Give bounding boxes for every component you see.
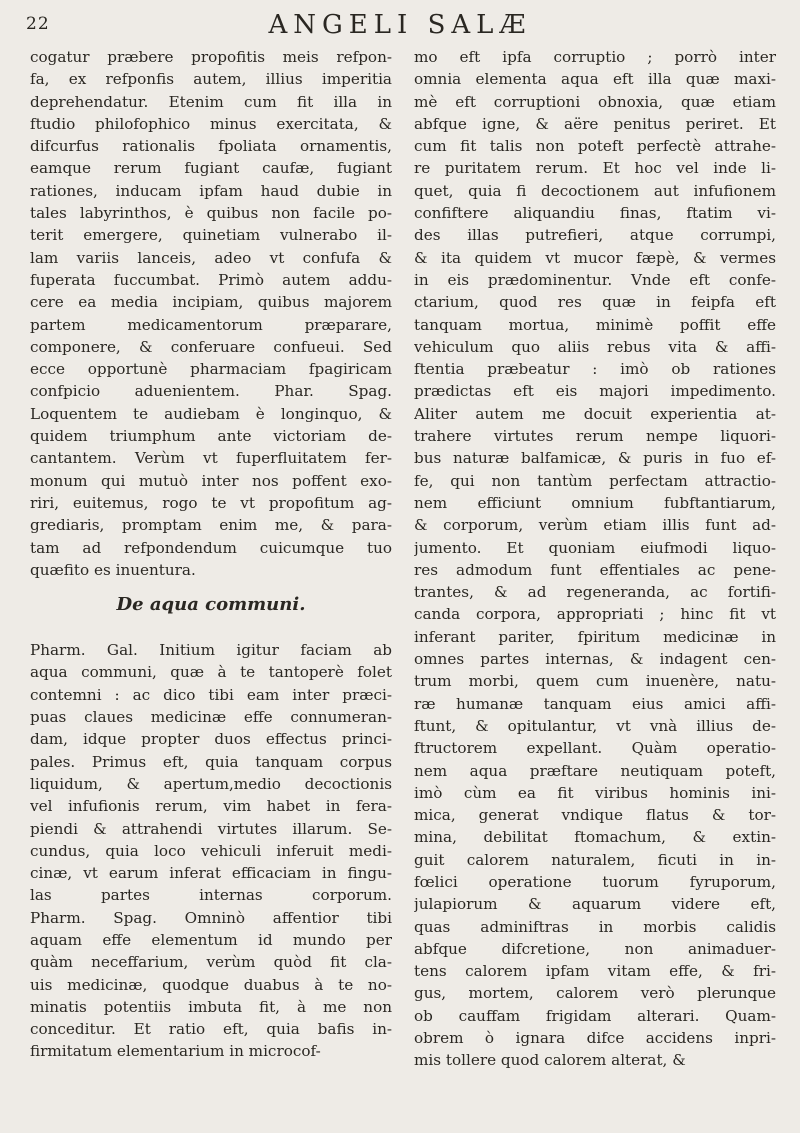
- text-line: lam variis lanceis, adeo vt confufa &: [30, 248, 392, 267]
- text-line: des illas putrefieri, atque corrumpi,: [414, 226, 776, 245]
- text-line: vehiculum quo aliis rebus vita & affi-: [414, 337, 776, 356]
- text-line: omnia elementa aqua eft illa quæ maxi-: [414, 70, 776, 89]
- text-line: cinæ, vt earum inferat efficaciam in fingu-: [30, 864, 392, 883]
- text-line: mè eft corruptioni obnoxia, quæ etiam: [414, 92, 776, 111]
- text-line: terit emergere, quinetiam vulnerabo il-: [30, 226, 392, 245]
- text-line: tam ad refpondendum cuicumque tuo: [30, 538, 392, 557]
- text-line: conceditur. Et ratio eft, quia bafis in-: [30, 1020, 392, 1039]
- text-line: cum fit talis non poteft perfectè attrahe-: [414, 137, 776, 156]
- text-line: inferant pariter, fpiritum medicinæ in: [414, 627, 776, 646]
- text-line: tens calorem ipfam vitam effe, & fri-: [414, 962, 776, 981]
- text-line: trum morbi, quem cum inuenère, natu-: [414, 672, 776, 691]
- text-line: nem aqua præftare neutiquam poteft,: [414, 761, 776, 780]
- text-line: liquidum, & apertum,medio decoctionis: [30, 774, 392, 793]
- text-line: obrem ò ignara difce accidens inpri-: [414, 1029, 776, 1048]
- text-line: fa, ex refponfis autem, illius imperitia: [30, 70, 392, 89]
- text-line: componere, & conferuare confueui. Sed: [30, 337, 392, 356]
- text-line: trantes, & ad regeneranda, ac fortifi-: [414, 583, 776, 602]
- text-line: Loquentem te audiebam è longinquo, &: [30, 404, 392, 423]
- text-line: abfque igne, & aëre penitus periret. Et: [414, 114, 776, 133]
- text-line: dam, idque propter duos effectus princi-: [30, 730, 392, 749]
- text-line: confpicio aduenientem. Phar. Spag.: [30, 382, 392, 401]
- text-line: gus, mortem, calorem verò plerunque: [414, 984, 776, 1003]
- page-number: 22: [26, 14, 50, 34]
- left-column: [30, 46, 392, 1063]
- text-line: & corporum, verùm etiam illis funt ad-: [414, 516, 776, 535]
- text-line: mica, generat vndique flatus & tor-: [414, 806, 776, 825]
- text-line: cogatur præbere propofitis meis refpon-: [30, 48, 392, 66]
- text-line: partem medicamentorum præparare,: [30, 315, 392, 334]
- text-line: aquam effe elementum id mundo per: [30, 930, 392, 949]
- left-paragraph-1: [30, 46, 392, 581]
- text-line: firmitatum elementarium in microcof-: [30, 1042, 321, 1061]
- text-line: ecce opportunè pharmaciam fpagiricam: [30, 360, 392, 379]
- text-line: trahere virtutes rerum nempe liquori-: [414, 427, 776, 446]
- text-line: res admodum funt effentiales ac pene-: [414, 560, 776, 579]
- text-line: bus naturæ balfamicæ, & puris in fuo ef-: [414, 449, 776, 468]
- section-heading: De aqua communi.: [116, 594, 306, 616]
- text-line: riri, euitemus, rogo te vt propofitum ag-: [30, 493, 392, 512]
- text-line: ræ humanæ tanquam eius amici affi-: [414, 694, 776, 713]
- text-line: omnes partes internas, & indagent cen-: [414, 650, 776, 669]
- text-line: mina, debilitat ftomachum, & extin-: [414, 828, 776, 847]
- text-line: fœlici operatione tuorum fyruporum,: [414, 872, 776, 891]
- text-line: & ita quidem vt mucor fæpè, & vermes: [414, 248, 776, 267]
- text-line: re puritatem rerum. Et hoc vel inde li-: [414, 159, 776, 178]
- text-line: abfque difcretione, non animaduer-: [414, 939, 776, 958]
- text-line: ob cauffam frigidam alterari. Quam-: [414, 1006, 776, 1025]
- text-line: fe, qui non tantùm perfectam attractio-: [414, 471, 776, 490]
- page-header: [24, 10, 776, 42]
- text-line: contemni : ac dico tibi eam inter præci-: [30, 685, 392, 704]
- text-line: minatis potentiis imbuta fit, à me non: [30, 997, 392, 1016]
- text-line: puas claues medicinæ effe connumeran-: [30, 708, 392, 727]
- text-line: las partes internas corporum.: [30, 886, 392, 905]
- text-line: vel infufionis rerum, vim habet in fera-: [30, 797, 392, 816]
- text-line: ftentia præbeatur : imò ob rationes: [414, 360, 776, 379]
- text-line: cere ea media incipiam, quibus majorem: [30, 293, 392, 312]
- text-line: prædictas eft eis majori impedimento.: [414, 382, 776, 401]
- text-line: Pharm. Spag. Omninò affentior tibi: [30, 908, 392, 927]
- text-line: quas adminiftras in morbis calidis: [414, 917, 776, 936]
- text-line: jumento. Et quoniam eiufmodi liquo-: [414, 538, 776, 557]
- text-line: nem efficiunt omnium fubftantiarum,: [414, 493, 776, 512]
- text-line: ctarium, quod res quæ in feipfa eft: [414, 293, 776, 312]
- text-line: mo eft ipfa corruptio ; porrò inter: [414, 48, 776, 66]
- text-line: imò cùm ea fit viribus hominis ini-: [414, 783, 776, 802]
- text-line: deprehendatur. Etenim cum fit illa in: [30, 92, 392, 111]
- text-line: Aliter autem me docuit experientia at-: [414, 404, 776, 423]
- text-line: quidem triumphum ante victoriam de-: [30, 427, 392, 446]
- text-line: aqua communi, quæ à te tantoperè folet: [30, 663, 392, 682]
- text-line: piendi & attrahendi virtutes illarum. Se-: [30, 819, 392, 838]
- text-line: quæfito es inuentura.: [30, 560, 196, 579]
- text-line: canda corpora, appropriati ; hinc fit vt: [414, 605, 776, 624]
- text-line: in eis prædominentur. Vnde eft confe-: [414, 270, 776, 289]
- text-line: cundus, quia loco vehiculi inferuit medi-: [30, 841, 392, 860]
- text-line: pales. Primus eft, quia tanquam corpus: [30, 752, 392, 771]
- text-line: eamque rerum fugiant caufæ, fugiant: [30, 159, 392, 178]
- text-line: julapiorum & aquarum videre eft,: [414, 895, 776, 914]
- text-line: guit calorem naturalem, ficuti in in-: [414, 850, 776, 869]
- text-line: rationes, inducam ipfam haud dubie in: [30, 181, 392, 200]
- running-title: ANGELI SALÆ: [268, 10, 532, 40]
- text-line: tanquam mortua, minimè poffit effe: [414, 315, 776, 334]
- text-line: uis medicinæ, quodque duabus à te no-: [30, 975, 392, 994]
- text-line: fuperata fuccumbat. Primò autem addu-: [30, 270, 392, 289]
- text-line: difcurfus rationalis fpoliata ornamentis,: [30, 137, 392, 156]
- text-line: mis tollere quod calorem alterat, &: [414, 1051, 686, 1070]
- text-line: ftructorem expellant. Quàm operatio-: [414, 739, 776, 758]
- text-line: tales labyrinthos, è quibus non facile po-: [30, 204, 392, 223]
- text-line: ftudio philofophico minus exercitata, &: [30, 114, 392, 133]
- right-paragraph: [414, 46, 776, 1072]
- text-line: quet, quia fi decoctionem aut infufionem: [414, 181, 776, 200]
- text-line: confiftere aliquandiu finas, ftatim vi-: [414, 204, 776, 223]
- text-line: monum qui mutuò inter nos poffent exo-: [30, 471, 392, 490]
- left-paragraph-2: [30, 639, 392, 1063]
- text-line: cantantem. Verùm vt fuperfluitatem fer-: [30, 449, 392, 468]
- text-line: grediaris, promptam enim me, & para-: [30, 516, 392, 535]
- text-line: quàm neceffarium, verùm quòd fit cla-: [30, 953, 392, 972]
- right-column: [414, 46, 776, 1072]
- text-line: Pharm. Gal. Initium igitur faciam ab: [30, 641, 392, 660]
- text-line: ftunt, & opitulantur, vt vnà illius de-: [414, 716, 776, 735]
